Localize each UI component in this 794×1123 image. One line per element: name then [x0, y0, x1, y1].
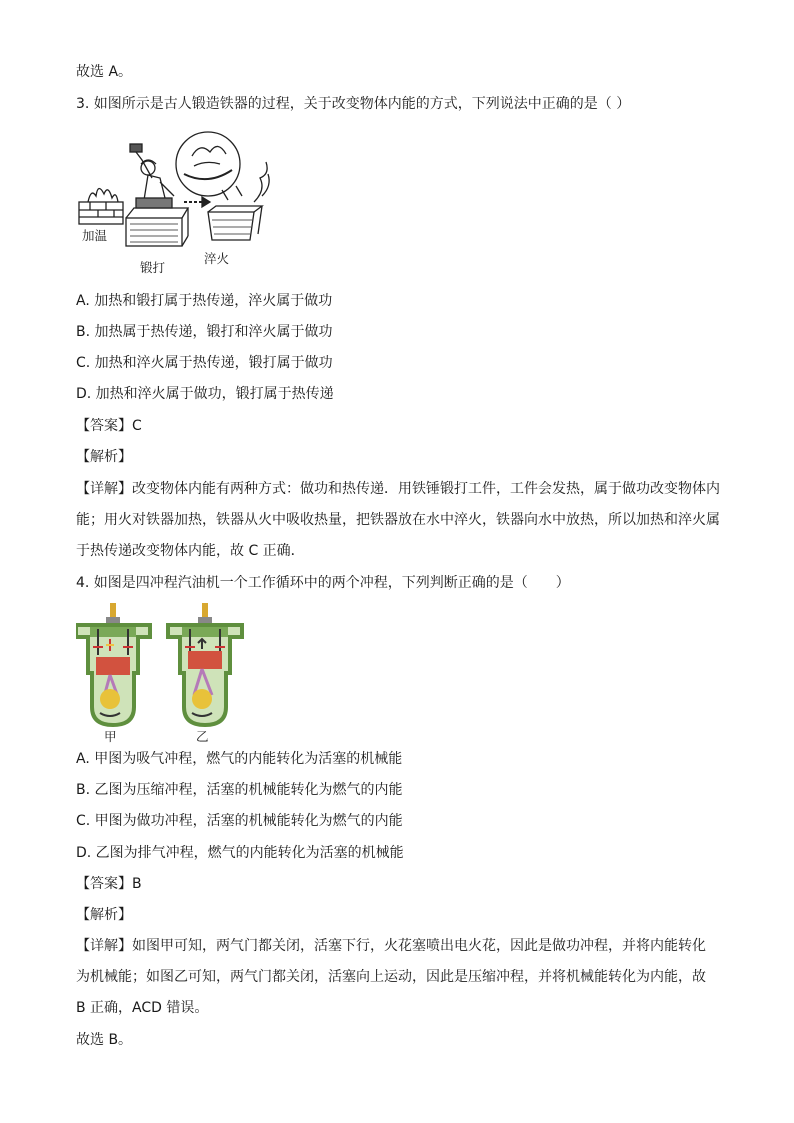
answer-label: 【答案】B [76, 876, 142, 892]
analysis-label: 【解析】 [76, 907, 132, 923]
label-forge: 锻打 [140, 260, 166, 275]
label-quench: 淬火 [204, 251, 230, 266]
analysis-label: 【解析】 [76, 449, 132, 465]
text-line: 故选 B。 [76, 1032, 133, 1048]
detail-line: 为机械能；如图乙可知，两气门都关闭，活塞向上运动，因此是压缩冲程，并将机械能转化为内能，故 [76, 969, 706, 985]
question-3: 3. 如图所示是古人锻造铁器的过程，关于改变物体内能的方式，下列说法中正确的是（ ） [76, 96, 631, 112]
option-c: C. 加热和淬火属于热传递，锻打属于做功 [76, 355, 333, 371]
forging-illustration [76, 130, 276, 280]
label-heat: 加温 [82, 228, 108, 243]
label-jia: 甲 [104, 729, 117, 744]
detail-line: 能；用火对铁器加热，铁器从火中吸收热量，把铁器放在水中淬火，铁器向水中放热，所以加热和淬火属 [76, 512, 720, 528]
option-c: C. 甲图为做功冲程，活塞的机械能转化为燃气的内能 [76, 813, 403, 829]
detail-line: B 正确，ACD 错误。 [76, 1000, 209, 1016]
engine-illustration [76, 603, 246, 743]
option-d: D. 加热和淬火属于做功，锻打属于热传递 [76, 386, 334, 402]
option-a: A. 加热和锻打属于热传递，淬火属于做功 [76, 293, 333, 309]
question-4: 4. 如图是四冲程汽油机一个工作循环中的两个冲程，下列判断正确的是（ ） [76, 575, 570, 591]
option-b: B. 加热属于热传递，锻打和淬火属于做功 [76, 324, 333, 340]
answer-label: 【答案】C [76, 418, 142, 434]
option-d: D. 乙图为排气冲程，燃气的内能转化为活塞的机械能 [76, 845, 404, 861]
engine-jia [76, 603, 150, 725]
forging-figure [76, 130, 276, 280]
text-line: 故选 A。 [76, 64, 133, 80]
detail-line: 【详解】改变物体内能有两种方式：做功和热传递．用铁锤锻打工件，工件会发热，属于做功改变物体内 [76, 481, 720, 497]
detail-line: 【详解】如图甲可知，两气门都关闭，活塞下行，火花塞喷出电火花，因此是做功冲程，并将内能转化 [76, 938, 706, 954]
detail-line: 于热传递改变物体内能，故 C 正确． [76, 543, 305, 559]
option-a: A. 甲图为吸气冲程，燃气的内能转化为活塞的机械能 [76, 751, 403, 767]
engine-yi [168, 603, 242, 725]
option-b: B. 乙图为压缩冲程，活塞的机械能转化为燃气的内能 [76, 782, 403, 798]
engine-figure [76, 603, 246, 743]
label-yi: 乙 [196, 729, 209, 744]
